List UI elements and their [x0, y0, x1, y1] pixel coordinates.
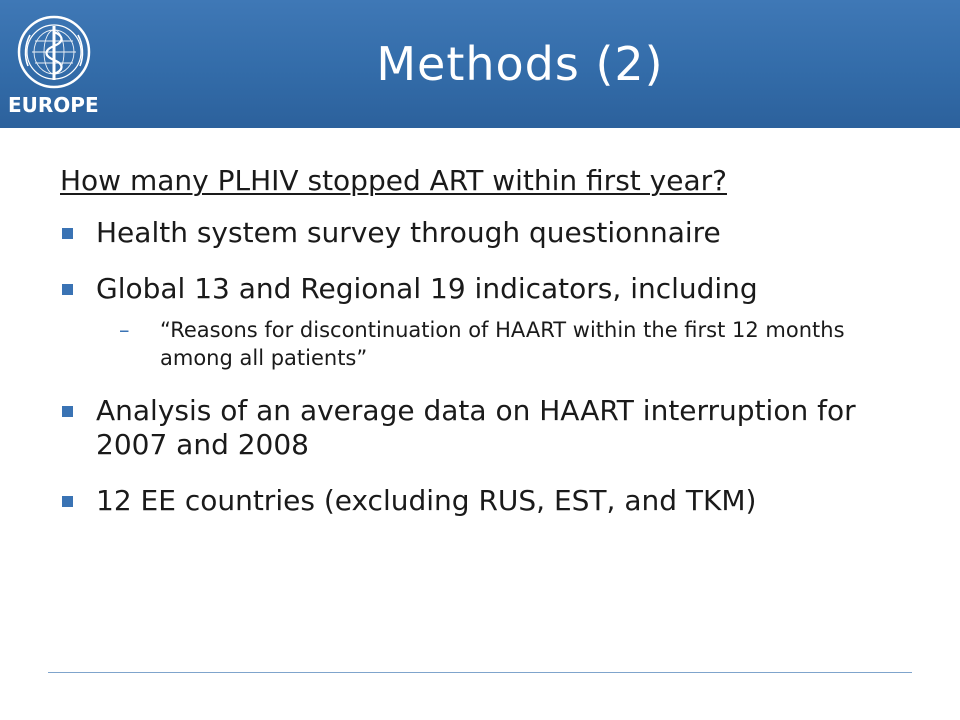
slide-title: Methods (2) [376, 37, 664, 91]
bullet-item [60, 394, 920, 462]
bullet-item [60, 216, 920, 250]
bullet-item [60, 484, 920, 518]
square-bullet-icon [62, 406, 73, 417]
dash-bullet-icon: – [119, 318, 130, 342]
sub-bullet-list [96, 316, 920, 372]
square-bullet-icon [62, 228, 73, 239]
sub-bullet-text: “Reasons for discontinuation of HAART within the first 12 months among all patients” [160, 318, 845, 370]
bullet-text: Global 13 and Regional 19 indicators, including [96, 272, 758, 305]
title-banner [0, 0, 960, 128]
bullet-text: Analysis of an average data on HAART interruption for 2007 and 2008 [96, 394, 856, 461]
bullet-item [60, 272, 920, 372]
square-bullet-icon [62, 284, 73, 295]
question-heading: How many PLHIV stopped ART within first year? [60, 164, 727, 197]
bullet-list [60, 216, 920, 518]
logo-region-label: EUROPE [8, 93, 99, 117]
bullet-text: 12 EE countries (excluding RUS, EST, and TKM) [96, 484, 757, 517]
sub-bullet-item [112, 316, 880, 372]
footer-divider [48, 672, 912, 673]
slide-body [60, 162, 920, 540]
bullet-text: Health system survey through questionnaire [96, 216, 721, 249]
square-bullet-icon [62, 496, 73, 507]
